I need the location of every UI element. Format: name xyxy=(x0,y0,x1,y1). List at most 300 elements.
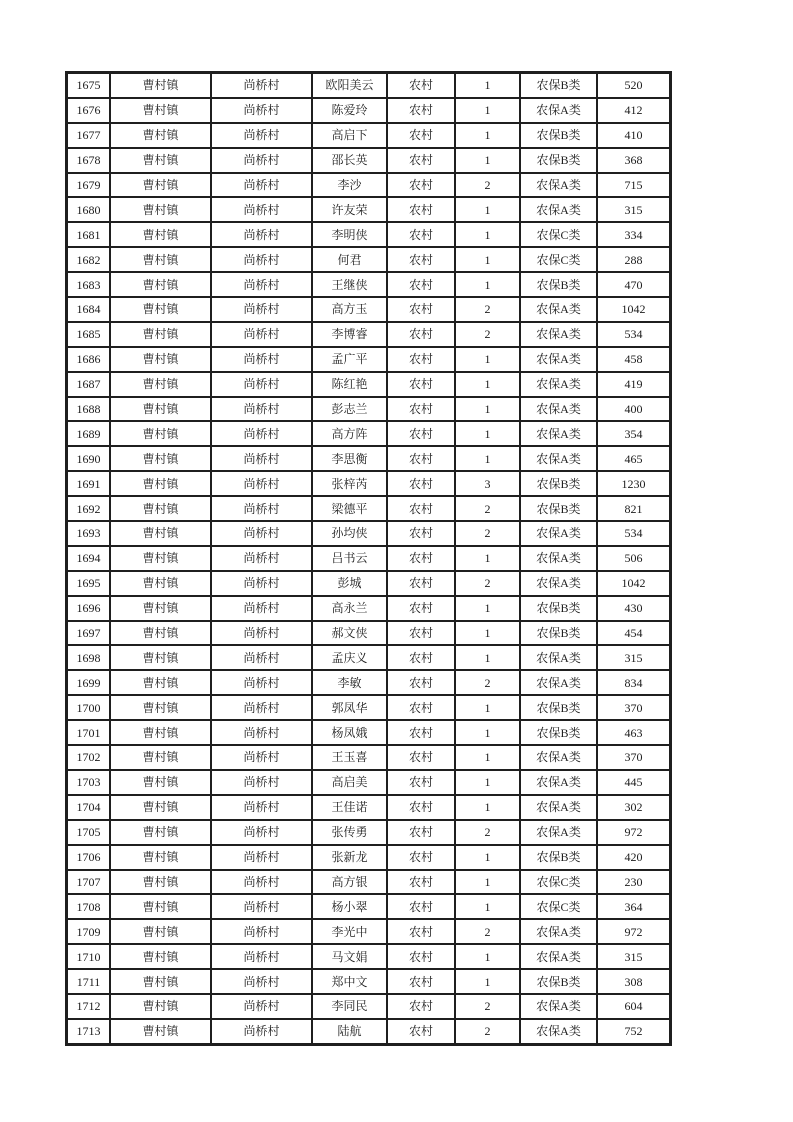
table-row xyxy=(67,720,670,745)
cell-serial-no: 1676 xyxy=(67,98,110,123)
cell-insurance-category: 农保B类 xyxy=(520,969,597,994)
cell-town: 曹村镇 xyxy=(110,322,211,347)
cell-serial-no: 1702 xyxy=(67,745,110,770)
cell-residence-type: 农村 xyxy=(387,845,455,870)
cell-town: 曹村镇 xyxy=(110,123,211,148)
cell-village: 尚桥村 xyxy=(211,247,312,272)
cell-insurance-category: 农保C类 xyxy=(520,222,597,247)
cell-serial-no: 1686 xyxy=(67,347,110,372)
cell-serial-no: 1701 xyxy=(67,720,110,745)
cell-town: 曹村镇 xyxy=(110,645,211,670)
table-row xyxy=(67,845,670,870)
cell-village: 尚桥村 xyxy=(211,820,312,845)
cell-amount: 315 xyxy=(597,944,670,969)
cell-town: 曹村镇 xyxy=(110,471,211,496)
cell-name: 李明侠 xyxy=(312,222,387,247)
cell-insurance-category: 农保B类 xyxy=(520,695,597,720)
cell-village: 尚桥村 xyxy=(211,173,312,198)
cell-amount: 1042 xyxy=(597,571,670,596)
cell-village: 尚桥村 xyxy=(211,870,312,895)
table-row xyxy=(67,471,670,496)
cell-residence-type: 农村 xyxy=(387,645,455,670)
cell-residence-type: 农村 xyxy=(387,397,455,422)
cell-village: 尚桥村 xyxy=(211,621,312,646)
cell-village: 尚桥村 xyxy=(211,745,312,770)
cell-person-count: 2 xyxy=(455,820,520,845)
cell-person-count: 3 xyxy=(455,471,520,496)
cell-amount: 412 xyxy=(597,98,670,123)
cell-amount: 354 xyxy=(597,421,670,446)
table-row xyxy=(67,496,670,521)
cell-amount: 506 xyxy=(597,546,670,571)
cell-person-count: 1 xyxy=(455,148,520,173)
cell-name: 李沙 xyxy=(312,173,387,198)
cell-amount: 834 xyxy=(597,670,670,695)
cell-amount: 715 xyxy=(597,173,670,198)
cell-residence-type: 农村 xyxy=(387,820,455,845)
cell-residence-type: 农村 xyxy=(387,571,455,596)
cell-town: 曹村镇 xyxy=(110,372,211,397)
cell-serial-no: 1691 xyxy=(67,471,110,496)
cell-residence-type: 农村 xyxy=(387,471,455,496)
cell-residence-type: 农村 xyxy=(387,894,455,919)
cell-amount: 315 xyxy=(597,197,670,222)
cell-person-count: 1 xyxy=(455,222,520,247)
table-row xyxy=(67,944,670,969)
cell-insurance-category: 农保B类 xyxy=(520,720,597,745)
cell-insurance-category: 农保B类 xyxy=(520,123,597,148)
cell-insurance-category: 农保B类 xyxy=(520,73,597,98)
cell-residence-type: 农村 xyxy=(387,297,455,322)
cell-insurance-category: 农保A类 xyxy=(520,670,597,695)
cell-serial-no: 1682 xyxy=(67,247,110,272)
cell-name: 高方银 xyxy=(312,870,387,895)
cell-name: 吕书云 xyxy=(312,546,387,571)
cell-village: 尚桥村 xyxy=(211,521,312,546)
table-row xyxy=(67,645,670,670)
cell-person-count: 2 xyxy=(455,1019,520,1044)
cell-person-count: 2 xyxy=(455,173,520,198)
cell-residence-type: 农村 xyxy=(387,944,455,969)
cell-person-count: 1 xyxy=(455,745,520,770)
cell-person-count: 1 xyxy=(455,720,520,745)
table-row xyxy=(67,297,670,322)
cell-serial-no: 1697 xyxy=(67,621,110,646)
cell-insurance-category: 农保A类 xyxy=(520,944,597,969)
cell-person-count: 1 xyxy=(455,770,520,795)
cell-residence-type: 农村 xyxy=(387,197,455,222)
cell-amount: 465 xyxy=(597,446,670,471)
cell-residence-type: 农村 xyxy=(387,919,455,944)
cell-village: 尚桥村 xyxy=(211,845,312,870)
cell-town: 曹村镇 xyxy=(110,695,211,720)
cell-town: 曹村镇 xyxy=(110,770,211,795)
cell-amount: 520 xyxy=(597,73,670,98)
table-row xyxy=(67,820,670,845)
cell-name: 高方阵 xyxy=(312,421,387,446)
table-row xyxy=(67,123,670,148)
cell-insurance-category: 农保A类 xyxy=(520,521,597,546)
cell-village: 尚桥村 xyxy=(211,322,312,347)
cell-amount: 470 xyxy=(597,272,670,297)
cell-town: 曹村镇 xyxy=(110,347,211,372)
cell-amount: 430 xyxy=(597,596,670,621)
cell-village: 尚桥村 xyxy=(211,969,312,994)
cell-name: 高永兰 xyxy=(312,596,387,621)
cell-amount: 534 xyxy=(597,322,670,347)
cell-person-count: 1 xyxy=(455,272,520,297)
cell-amount: 1230 xyxy=(597,471,670,496)
cell-amount: 419 xyxy=(597,372,670,397)
table-row xyxy=(67,894,670,919)
cell-village: 尚桥村 xyxy=(211,1019,312,1044)
table-row xyxy=(67,919,670,944)
cell-residence-type: 农村 xyxy=(387,446,455,471)
table-body xyxy=(67,73,670,1044)
cell-name: 陈红艳 xyxy=(312,372,387,397)
cell-serial-no: 1699 xyxy=(67,670,110,695)
cell-town: 曹村镇 xyxy=(110,795,211,820)
table-row xyxy=(67,421,670,446)
cell-town: 曹村镇 xyxy=(110,670,211,695)
cell-serial-no: 1704 xyxy=(67,795,110,820)
cell-insurance-category: 农保C类 xyxy=(520,247,597,272)
cell-person-count: 1 xyxy=(455,645,520,670)
table-row xyxy=(67,521,670,546)
cell-serial-no: 1710 xyxy=(67,944,110,969)
cell-name: 王玉喜 xyxy=(312,745,387,770)
cell-village: 尚桥村 xyxy=(211,397,312,422)
cell-amount: 534 xyxy=(597,521,670,546)
cell-town: 曹村镇 xyxy=(110,621,211,646)
cell-amount: 420 xyxy=(597,845,670,870)
cell-name: 王佳诺 xyxy=(312,795,387,820)
table-row xyxy=(67,73,670,98)
cell-insurance-category: 农保A类 xyxy=(520,197,597,222)
table-row xyxy=(67,994,670,1019)
cell-name: 孟广平 xyxy=(312,347,387,372)
cell-person-count: 1 xyxy=(455,446,520,471)
table-row xyxy=(67,397,670,422)
cell-village: 尚桥村 xyxy=(211,944,312,969)
cell-name: 李思衡 xyxy=(312,446,387,471)
cell-person-count: 1 xyxy=(455,247,520,272)
cell-serial-no: 1700 xyxy=(67,695,110,720)
cell-village: 尚桥村 xyxy=(211,645,312,670)
cell-person-count: 2 xyxy=(455,297,520,322)
cell-amount: 334 xyxy=(597,222,670,247)
cell-insurance-category: 农保A类 xyxy=(520,347,597,372)
cell-person-count: 1 xyxy=(455,123,520,148)
cell-residence-type: 农村 xyxy=(387,795,455,820)
table-row xyxy=(67,870,670,895)
cell-residence-type: 农村 xyxy=(387,621,455,646)
cell-serial-no: 1705 xyxy=(67,820,110,845)
cell-insurance-category: 农保B类 xyxy=(520,845,597,870)
cell-residence-type: 农村 xyxy=(387,745,455,770)
cell-name: 彭志兰 xyxy=(312,397,387,422)
table-row xyxy=(67,546,670,571)
cell-insurance-category: 农保B类 xyxy=(520,496,597,521)
cell-village: 尚桥村 xyxy=(211,347,312,372)
cell-serial-no: 1708 xyxy=(67,894,110,919)
cell-person-count: 1 xyxy=(455,621,520,646)
cell-serial-no: 1681 xyxy=(67,222,110,247)
cell-amount: 364 xyxy=(597,894,670,919)
table-row xyxy=(67,173,670,198)
cell-person-count: 1 xyxy=(455,944,520,969)
cell-person-count: 2 xyxy=(455,322,520,347)
table-row xyxy=(67,571,670,596)
cell-person-count: 1 xyxy=(455,73,520,98)
table-row xyxy=(67,446,670,471)
cell-town: 曹村镇 xyxy=(110,421,211,446)
table-row xyxy=(67,745,670,770)
cell-town: 曹村镇 xyxy=(110,745,211,770)
cell-village: 尚桥村 xyxy=(211,222,312,247)
cell-village: 尚桥村 xyxy=(211,197,312,222)
cell-village: 尚桥村 xyxy=(211,272,312,297)
cell-village: 尚桥村 xyxy=(211,894,312,919)
table-row xyxy=(67,347,670,372)
cell-serial-no: 1693 xyxy=(67,521,110,546)
cell-village: 尚桥村 xyxy=(211,471,312,496)
cell-person-count: 1 xyxy=(455,596,520,621)
cell-person-count: 1 xyxy=(455,421,520,446)
cell-name: 张传勇 xyxy=(312,820,387,845)
cell-name: 杨凤娥 xyxy=(312,720,387,745)
cell-amount: 458 xyxy=(597,347,670,372)
cell-serial-no: 1712 xyxy=(67,994,110,1019)
cell-name: 郝文侠 xyxy=(312,621,387,646)
table-row xyxy=(67,197,670,222)
cell-insurance-category: 农保B类 xyxy=(520,272,597,297)
cell-town: 曹村镇 xyxy=(110,820,211,845)
cell-village: 尚桥村 xyxy=(211,98,312,123)
cell-serial-no: 1684 xyxy=(67,297,110,322)
cell-residence-type: 农村 xyxy=(387,720,455,745)
cell-name: 高启美 xyxy=(312,770,387,795)
cell-residence-type: 农村 xyxy=(387,272,455,297)
cell-person-count: 1 xyxy=(455,845,520,870)
cell-serial-no: 1707 xyxy=(67,870,110,895)
cell-person-count: 2 xyxy=(455,919,520,944)
table-row xyxy=(67,247,670,272)
cell-serial-no: 1706 xyxy=(67,845,110,870)
cell-amount: 308 xyxy=(597,969,670,994)
cell-person-count: 2 xyxy=(455,496,520,521)
cell-amount: 400 xyxy=(597,397,670,422)
cell-town: 曹村镇 xyxy=(110,397,211,422)
cell-person-count: 1 xyxy=(455,372,520,397)
table-row xyxy=(67,322,670,347)
cell-village: 尚桥村 xyxy=(211,496,312,521)
cell-serial-no: 1685 xyxy=(67,322,110,347)
cell-residence-type: 农村 xyxy=(387,247,455,272)
cell-name: 李光中 xyxy=(312,919,387,944)
cell-village: 尚桥村 xyxy=(211,795,312,820)
cell-village: 尚桥村 xyxy=(211,148,312,173)
cell-town: 曹村镇 xyxy=(110,596,211,621)
table-row xyxy=(67,969,670,994)
cell-serial-no: 1694 xyxy=(67,546,110,571)
cell-name: 李敏 xyxy=(312,670,387,695)
cell-town: 曹村镇 xyxy=(110,272,211,297)
cell-residence-type: 农村 xyxy=(387,770,455,795)
cell-village: 尚桥村 xyxy=(211,670,312,695)
cell-amount: 370 xyxy=(597,745,670,770)
cell-person-count: 1 xyxy=(455,969,520,994)
cell-residence-type: 农村 xyxy=(387,670,455,695)
cell-residence-type: 农村 xyxy=(387,496,455,521)
cell-name: 许友荣 xyxy=(312,197,387,222)
cell-town: 曹村镇 xyxy=(110,173,211,198)
cell-name: 孟庆义 xyxy=(312,645,387,670)
cell-village: 尚桥村 xyxy=(211,297,312,322)
cell-serial-no: 1695 xyxy=(67,571,110,596)
cell-amount: 1042 xyxy=(597,297,670,322)
cell-residence-type: 农村 xyxy=(387,546,455,571)
cell-town: 曹村镇 xyxy=(110,845,211,870)
cell-serial-no: 1675 xyxy=(67,73,110,98)
cell-residence-type: 农村 xyxy=(387,372,455,397)
cell-insurance-category: 农保A类 xyxy=(520,546,597,571)
cell-name: 陈爱玲 xyxy=(312,98,387,123)
cell-town: 曹村镇 xyxy=(110,720,211,745)
cell-residence-type: 农村 xyxy=(387,322,455,347)
cell-residence-type: 农村 xyxy=(387,421,455,446)
cell-insurance-category: 农保A类 xyxy=(520,645,597,670)
cell-serial-no: 1703 xyxy=(67,770,110,795)
table-row xyxy=(67,1019,670,1044)
cell-residence-type: 农村 xyxy=(387,969,455,994)
cell-amount: 410 xyxy=(597,123,670,148)
cell-residence-type: 农村 xyxy=(387,870,455,895)
cell-insurance-category: 农保A类 xyxy=(520,994,597,1019)
cell-person-count: 2 xyxy=(455,994,520,1019)
cell-town: 曹村镇 xyxy=(110,521,211,546)
table-row xyxy=(67,795,670,820)
cell-name: 马文娟 xyxy=(312,944,387,969)
cell-serial-no: 1688 xyxy=(67,397,110,422)
cell-serial-no: 1696 xyxy=(67,596,110,621)
cell-town: 曹村镇 xyxy=(110,969,211,994)
table-row xyxy=(67,272,670,297)
cell-residence-type: 农村 xyxy=(387,521,455,546)
table-row xyxy=(67,596,670,621)
cell-village: 尚桥村 xyxy=(211,596,312,621)
cell-person-count: 1 xyxy=(455,98,520,123)
table-row xyxy=(67,670,670,695)
cell-name: 李博睿 xyxy=(312,322,387,347)
cell-name: 彭城 xyxy=(312,571,387,596)
cell-insurance-category: 农保C类 xyxy=(520,894,597,919)
cell-town: 曹村镇 xyxy=(110,73,211,98)
cell-name: 郑中文 xyxy=(312,969,387,994)
cell-amount: 288 xyxy=(597,247,670,272)
cell-residence-type: 农村 xyxy=(387,222,455,247)
cell-person-count: 1 xyxy=(455,197,520,222)
cell-insurance-category: 农保B类 xyxy=(520,471,597,496)
cell-insurance-category: 农保A类 xyxy=(520,322,597,347)
cell-name: 郭凤华 xyxy=(312,695,387,720)
cell-insurance-category: 农保A类 xyxy=(520,397,597,422)
cell-amount: 368 xyxy=(597,148,670,173)
cell-name: 王继侠 xyxy=(312,272,387,297)
cell-residence-type: 农村 xyxy=(387,1019,455,1044)
cell-name: 孙均侠 xyxy=(312,521,387,546)
cell-person-count: 1 xyxy=(455,870,520,895)
cell-name: 李同民 xyxy=(312,994,387,1019)
cell-town: 曹村镇 xyxy=(110,1019,211,1044)
cell-name: 张梓芮 xyxy=(312,471,387,496)
cell-insurance-category: 农保A类 xyxy=(520,745,597,770)
cell-insurance-category: 农保A类 xyxy=(520,297,597,322)
cell-person-count: 2 xyxy=(455,571,520,596)
cell-insurance-category: 农保C类 xyxy=(520,870,597,895)
cell-amount: 454 xyxy=(597,621,670,646)
cell-residence-type: 农村 xyxy=(387,173,455,198)
data-table xyxy=(65,71,672,1046)
cell-person-count: 2 xyxy=(455,521,520,546)
cell-name: 邵长英 xyxy=(312,148,387,173)
cell-residence-type: 农村 xyxy=(387,994,455,1019)
cell-name: 高方玉 xyxy=(312,297,387,322)
cell-village: 尚桥村 xyxy=(211,720,312,745)
cell-name: 高启下 xyxy=(312,123,387,148)
cell-person-count: 1 xyxy=(455,795,520,820)
cell-amount: 315 xyxy=(597,645,670,670)
cell-town: 曹村镇 xyxy=(110,571,211,596)
cell-insurance-category: 农保A类 xyxy=(520,421,597,446)
cell-serial-no: 1677 xyxy=(67,123,110,148)
cell-town: 曹村镇 xyxy=(110,148,211,173)
table-row xyxy=(67,148,670,173)
cell-amount: 230 xyxy=(597,870,670,895)
cell-town: 曹村镇 xyxy=(110,994,211,1019)
cell-residence-type: 农村 xyxy=(387,148,455,173)
cell-serial-no: 1698 xyxy=(67,645,110,670)
cell-amount: 972 xyxy=(597,919,670,944)
table-row xyxy=(67,695,670,720)
cell-village: 尚桥村 xyxy=(211,994,312,1019)
cell-town: 曹村镇 xyxy=(110,870,211,895)
cell-person-count: 1 xyxy=(455,546,520,571)
cell-insurance-category: 农保A类 xyxy=(520,1019,597,1044)
cell-insurance-category: 农保A类 xyxy=(520,820,597,845)
cell-insurance-category: 农保B类 xyxy=(520,596,597,621)
cell-town: 曹村镇 xyxy=(110,247,211,272)
cell-amount: 604 xyxy=(597,994,670,1019)
cell-person-count: 1 xyxy=(455,397,520,422)
cell-amount: 370 xyxy=(597,695,670,720)
cell-serial-no: 1679 xyxy=(67,173,110,198)
cell-town: 曹村镇 xyxy=(110,496,211,521)
cell-name: 欧阳美云 xyxy=(312,73,387,98)
cell-village: 尚桥村 xyxy=(211,446,312,471)
cell-village: 尚桥村 xyxy=(211,571,312,596)
cell-insurance-category: 农保A类 xyxy=(520,770,597,795)
cell-name: 杨小翠 xyxy=(312,894,387,919)
cell-village: 尚桥村 xyxy=(211,546,312,571)
cell-amount: 302 xyxy=(597,795,670,820)
cell-village: 尚桥村 xyxy=(211,421,312,446)
cell-town: 曹村镇 xyxy=(110,944,211,969)
cell-town: 曹村镇 xyxy=(110,222,211,247)
cell-insurance-category: 农保A类 xyxy=(520,571,597,596)
cell-insurance-category: 农保A类 xyxy=(520,372,597,397)
table-row xyxy=(67,621,670,646)
